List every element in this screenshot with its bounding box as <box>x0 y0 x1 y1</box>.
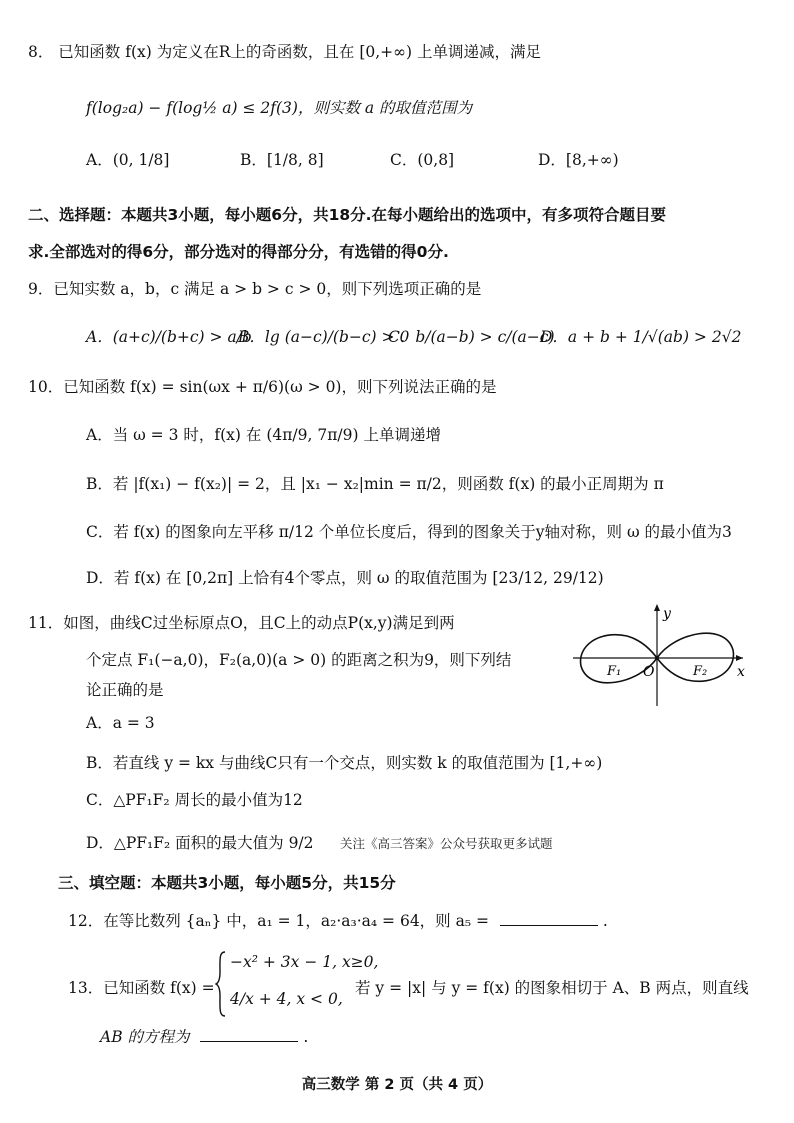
q13-piece1: −x² + 3x − 1, x≥0, <box>230 953 379 971</box>
section2-header-line1: 二、选择题：本题共3小题，每小题6分，共18分.在每小题给出的选项中，有多项符合题目要 <box>28 206 667 224</box>
section2-header-line2: 求.全部选对的得6分，部分选对的得部分分，有选错的得0分. <box>28 243 449 261</box>
origin-point <box>655 656 659 660</box>
q11-stem-line1: 11．如图，曲线C过坐标原点O，且C上的动点P(x,y)满足到两 <box>28 614 455 632</box>
piecewise-brace-icon <box>215 950 227 1018</box>
x-label: x <box>737 664 745 680</box>
q11-stem-line3: 论正确的是 <box>86 681 164 699</box>
f1-label: F₁ <box>607 664 622 679</box>
origin-label: O <box>643 664 655 680</box>
q8-option-c[interactable]: C．(0,8] <box>390 151 455 169</box>
q11-option-b[interactable]: B．若直线 y = kx 与曲线C只有一个交点，则实数 k 的取值范围为 [1,+∞) <box>86 754 603 772</box>
q12-row <box>68 909 608 931</box>
q11-stem-line2: 个定点 F₁(−a,0)，F₂(a,0)(a > 0) 的距离之积为9，则下列结 <box>86 651 512 669</box>
q8-option-a[interactable]: A．(0, 1/8] <box>86 151 170 169</box>
page-footer: 高三数学 第 2 页（共 4 页） <box>301 1077 493 1093</box>
q9-option-a[interactable]: A．(a+c)/(b+c) > a/b <box>86 328 252 346</box>
q10-option-a[interactable]: A．当 ω = 3 时，f(x) 在 (4π/9, 7π/9) 上单调递增 <box>86 426 441 444</box>
q9-option-b[interactable]: B．lg (a−c)/(b−c) > 0 <box>238 328 410 346</box>
q13-row2 <box>100 1025 308 1047</box>
q11-option-c[interactable]: C．△PF₁F₂ 周长的最小值为12 <box>86 791 303 809</box>
q9-stem: 9．已知实数 a，b，c 满足 a > b > c > 0，则下列选项正确的是 <box>28 280 482 298</box>
q12-end: . <box>602 912 608 930</box>
q9-option-d[interactable]: D．a + b + 1/√(ab) > 2√2 <box>540 328 742 346</box>
q8-option-b[interactable]: B．[1/8, 8] <box>240 151 324 169</box>
q11-option-d[interactable]: D．△PF₁F₂ 面积的最大值为 9/2 <box>86 834 314 852</box>
promo-note: 关注《高三答案》公众号获取更多试题 <box>340 836 553 851</box>
f2-label: F₂ <box>693 664 708 679</box>
q13-end: . <box>303 1028 309 1046</box>
q13-line2: AB 的方程为 <box>100 1028 190 1046</box>
q11-option-a[interactable]: A．a = 3 <box>86 714 155 732</box>
q10-stem: 10．已知函数 f(x) = sin(ωx + π/6)(ω > 0)，则下列说法正确的是 <box>28 378 497 396</box>
q13-suffix: 若 y = |x| 与 y = f(x) 的图象相切于 A、B 两点，则直线 <box>355 979 749 997</box>
q10-option-d[interactable]: D．若 f(x) 在 [0,2π] 上恰有4个零点，则 ω 的取值范围为 [23/12, 29/12) <box>86 569 604 587</box>
q12-answer-blank[interactable] <box>500 911 598 926</box>
section3-header: 三、填空题：本题共3小题，每小题5分，共15分 <box>58 874 396 892</box>
q13-piece2: 4/x + 4, x < 0, <box>230 990 343 1008</box>
y-axis-arrow-icon <box>654 604 660 611</box>
q9-option-c[interactable]: C．b/(a−b) > c/(a−c) <box>388 328 555 346</box>
q10-option-b[interactable]: B．若 |f(x₁) − f(x₂)| = 2，且 |x₁ − x₂|min = π/2，则函数 f(x) 的最小正周期为 π <box>86 475 664 493</box>
q10-option-c[interactable]: C．若 f(x) 的图象向左平移 π/12 个单位长度后，得到的图象关于y轴对称，则 ω 的最小值为3 <box>86 523 732 541</box>
q13-prefix: 13．已知函数 f(x) = <box>68 979 215 997</box>
x-axis-arrow-icon <box>736 655 743 661</box>
q8-condition: f(log₂a) − f(log½ a) ≤ 2f(3)，则实数 a 的取值范围为 <box>86 99 473 117</box>
q8-stem: 8． 已知函数 f(x) 为定义在R上的奇函数，且在 [0,+∞) 上单调递减，满足 <box>28 43 542 61</box>
lemniscate-figure <box>565 600 755 710</box>
q13-answer-blank[interactable] <box>200 1027 298 1042</box>
q12-stem: 12．在等比数列 {aₙ} 中，a₁ = 1，a₂·a₃·a₄ = 64，则 a₅ = <box>68 912 489 930</box>
y-label: y <box>663 606 671 622</box>
q8-option-d[interactable]: D．[8,+∞) <box>538 151 619 169</box>
